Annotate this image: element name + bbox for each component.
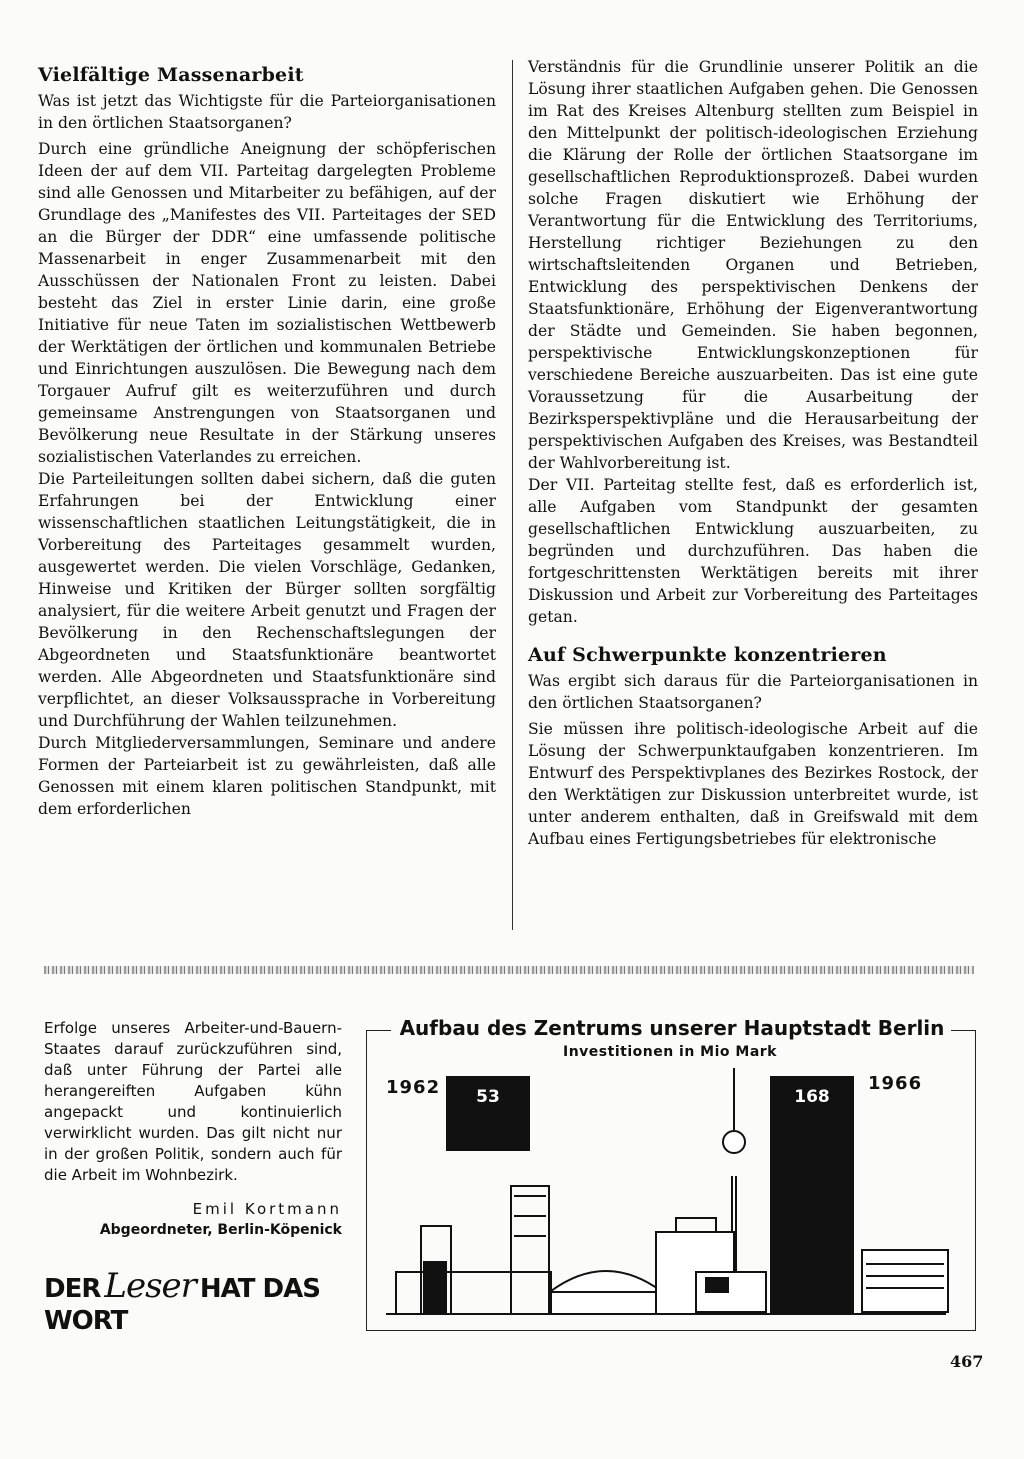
logo-word-der: DER xyxy=(44,1274,101,1304)
body-paragraph: Der VII. Parteitag stellte fest, daß es erforderlich ist, alle Aufgaben vom Standpunkt der gesamten gesellschaftlichen Entwicklung auszuarbeiten, zu begründen und durchzuführen. Das haben die fortgeschrittensten Werktätigen bereits mit ihrer Diskussion und Arbeit zur Vorbereitung des Parteitages getan. xyxy=(528,476,978,626)
column-divider xyxy=(512,60,513,930)
logo-script-leser: Leser xyxy=(104,1266,196,1306)
body-paragraph: Sie müssen ihre politisch-ideologische Arbeit auf die Lösung der Schwerpunktaufgaben konzentrieren. Im Entwurf des Perspektivplanes des Bezirkes Rostock, der den Werktätigen zur Diskussion unterbreitet wurde, ist unter anderem enthalten, daß in Greifswald mit dem Aufbau eines Fertigungsbetriebes für elektronische xyxy=(528,720,978,848)
section-heading-massenarbeit: Vielfältige Massenarbeit xyxy=(38,64,304,86)
body-paragraph: Die Parteileitungen sollten dabei sichern, daß die guten Erfahrungen bei der Entwicklung einer wissenschaftlichen staatlichen Leitungstätigkeit, die in Vorbereitung des Parteitages gesammelt wurden, ausgewertet werden. Die vielen Vorschläge, Gedanken, Hinweise und Kritiken der Bürger sollten sorgfältig analysiert, für die weitere Arbeit genutzt und Fragen der Bevölkerung in den Rechenschaftslegungen der Abgeordneten und Staatsfunktionäre beantwortet werden. Alle Abgeordneten und Staatsfunktionäre sind verpflichtet, an dieser Volksaussprache in Vorbereitung und Durchführung der Wahlen teilzunehmen. xyxy=(38,470,496,730)
bar-value-label-1966: 168 xyxy=(794,1087,830,1107)
investment-chart xyxy=(366,1066,974,1326)
question-paragraph: Was ist jetzt das Wichtigste für die Parteiorganisationen in den örtlichen Staatsorganen? xyxy=(38,92,496,132)
der-leser-hat-das-wort-logo xyxy=(44,1266,342,1336)
bar-1966 xyxy=(770,1076,854,1314)
right-column xyxy=(528,56,978,850)
chart-title: Aufbau des Zentrums unserer Hauptstadt Berlin xyxy=(399,1016,945,1040)
section-heading-schwerpunkte: Auf Schwerpunkte konzentrieren xyxy=(528,644,887,666)
reader-letter-text: Erfolge unseres Arbeiter-und-Bauern-Staates darauf zurückzuführen sind, daß unter Führung der Partei alle herangereiften Aufgaben kühn angepackt und kontinuierlich verwirklicht wurden. Das gilt nicht nur in der großen Politik, sondern auch für die Arbeit im Wohnbezirk. xyxy=(44,1019,342,1184)
chart-subtitle: Investitionen in Mio Mark xyxy=(563,1044,777,1060)
question-paragraph: Was ergibt sich daraus für die Parteiorganisationen in den örtlichen Staatsorganen? xyxy=(528,672,978,712)
bar-value-label-1962: 53 xyxy=(476,1087,500,1107)
author-name: Emil Kortmann xyxy=(192,1200,342,1218)
author-role: Abgeordneter, Berlin-Köpenick xyxy=(99,1222,342,1238)
year-label-1962: 1962 xyxy=(386,1077,441,1098)
body-paragraph: Verständnis für die Grundlinie unserer Politik an die Lösung ihrer staatlichen Aufgaben gehen. Die Genossen im Rat des Kreises Altenburg stellten zum Beispiel in den Mittelpunkt der politisch-ideologischen Erziehung die Klärung der Rolle der örtlichen Staatsorgane im gesellschaftlichen Reproduktionsprozeß. Dabei wurden solche Fragen diskutiert wie Erhöhung der Verantwortung für die Entwicklung des Territoriums, Herstellung richtiger Beziehungen zu den wirtschaftsleitenden Organen und Betrieben, Entwicklung des perspektivischen Denkens der Staatsfunktionäre, Erhöhung der Eigenverantwortung der Städte und Gemeinden. Sie haben begonnen, perspektivische Entwicklungskonzeptionen für verschiedene Bereiche auszuarbeiten. Das ist eine gute Voraussetzung für die Ausarbeitung der Bezirksperspektivpläne und die Herausarbeitung der perspektivischen Aufgaben des Kreises, was Bestandteil der Wahlvorbereitung ist. xyxy=(528,58,978,472)
body-paragraph: Durch eine gründliche Aneignung der schöpferischen Ideen der auf dem VII. Parteitag dargelegten Probleme sind alle Genossen und Mitarbeiter zu befähigen, auf der Grundlage des „Manifestes des VII. Parteitages der SED an die Bürger der DDR“ eine umfassende politische Massenarbeit in enger Zusammenarbeit mit den Ausschüssen der Nationalen Front zu leisten. Dabei besteht das Ziel in erster Linie darin, eine große Initiative für neue Taten im sozialistischen Wettbewerb der Werktätigen der örtlichen und kommunalen Betriebe und Einrichtungen auszulösen. Die Bewegung nach dem Torgauer Aufruf gilt es weiterzuführen und durch gemeinsame Anstrengungen von Staatsorganen und Bevölkerung neue Resultate in der Stärkung unseres sozialistischen Vaterlandes zu erreichen. xyxy=(38,140,496,466)
reader-letter-box xyxy=(44,1018,342,1336)
page-number: 467 xyxy=(950,1352,984,1371)
horizontal-divider-rule xyxy=(44,966,974,974)
left-column xyxy=(38,56,496,820)
year-label-1966: 1966 xyxy=(868,1073,923,1094)
logo-words-hat-das-wort: HAT DAS WORT xyxy=(44,1274,320,1336)
body-paragraph: Durch Mitgliederversammlungen, Seminare und andere Formen der Parteiarbeit ist zu gewährleisten, daß alle Genossen mit einem klaren politischen Standpunkt, mit dem erforderlichen xyxy=(38,734,496,818)
